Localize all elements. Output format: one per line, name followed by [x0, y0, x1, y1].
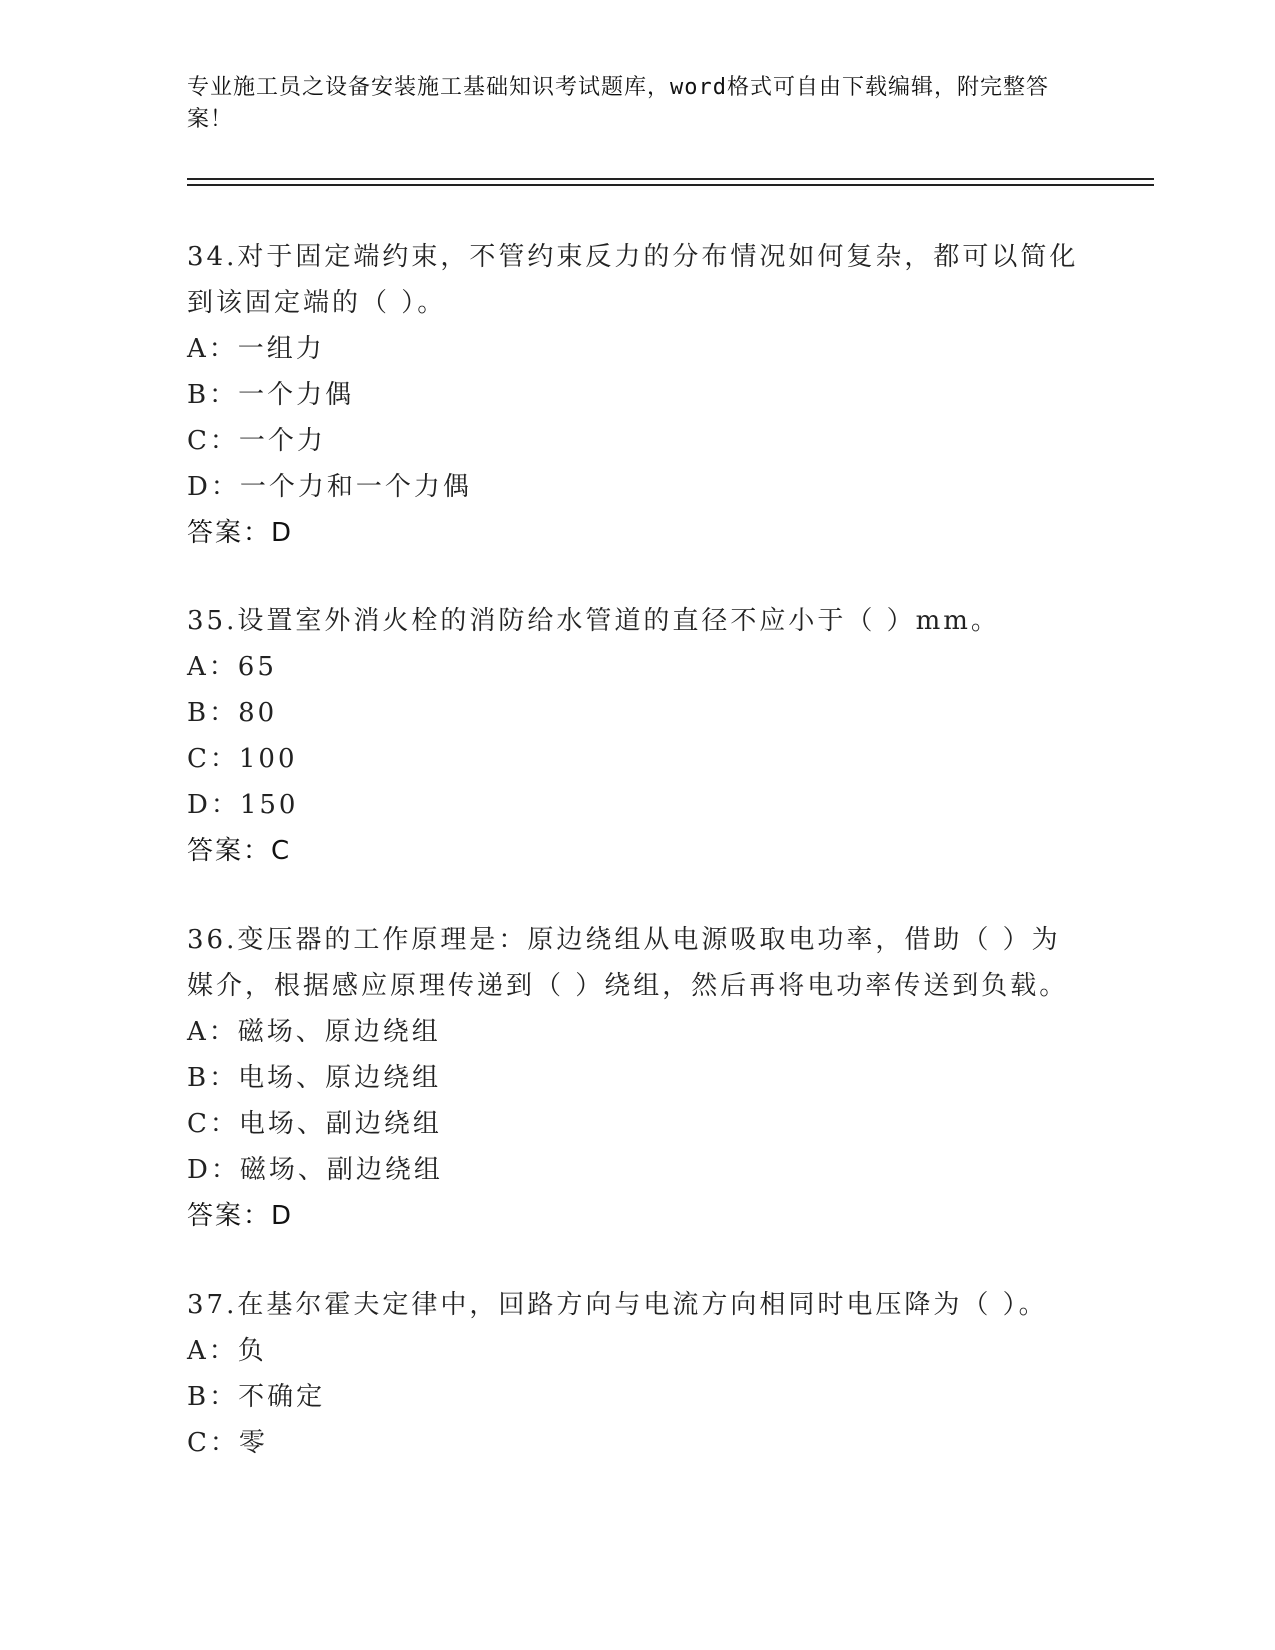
answer-label: 答案：D	[187, 1201, 294, 1231]
option-c: C：零	[187, 1428, 268, 1458]
question-stem: 36.变压器的工作原理是：原边绕组从电源吸取电功率，借助（ ）为媒介，根据感应原理传递到（ ）绕组，然后再将电功率传送到负载。	[187, 925, 1069, 1001]
option-a: A：65	[187, 652, 277, 682]
option-d: D：150	[187, 790, 299, 820]
question-37	[187, 1282, 1087, 1466]
document-header-text: 专业施工员之设备安装施工基础知识考试题库，word格式可自由下载编辑，附完整答案！	[187, 75, 1049, 132]
option-a: A：负	[187, 1336, 267, 1366]
question-35	[187, 598, 1087, 874]
option-a: A：一组力	[187, 334, 325, 364]
option-c: C：电场、副边绕组	[187, 1109, 442, 1139]
answer-label: 答案：D	[187, 518, 294, 548]
option-c: C：100	[187, 744, 298, 774]
option-b: B：一个力偶	[187, 380, 355, 410]
option-c: C：一个力	[187, 426, 326, 456]
option-d: D：一个力和一个力偶	[187, 472, 472, 502]
question-stem: 34.对于固定端约束，不管约束反力的分布情况如何复杂，都可以简化到该固定端的（ ）。	[187, 242, 1079, 318]
question-36	[187, 917, 1087, 1239]
header-divider-top	[187, 178, 1154, 180]
option-b: B：不确定	[187, 1382, 326, 1412]
question-stem: 37.在基尔霍夫定律中，回路方向与电流方向相同时电压降为（ ）。	[187, 1290, 1048, 1320]
question-34	[187, 234, 1087, 556]
question-stem: 35.设置室外消火栓的消防给水管道的直径不应小于（ ）mm。	[187, 606, 1000, 636]
option-b: B：80	[187, 698, 278, 728]
header-divider-bottom	[187, 184, 1154, 186]
option-b: B：电场、原边绕组	[187, 1063, 442, 1093]
option-a: A：磁场、原边绕组	[187, 1017, 441, 1047]
answer-label: 答案：C	[187, 836, 292, 866]
option-d: D：磁场、副边绕组	[187, 1155, 443, 1185]
